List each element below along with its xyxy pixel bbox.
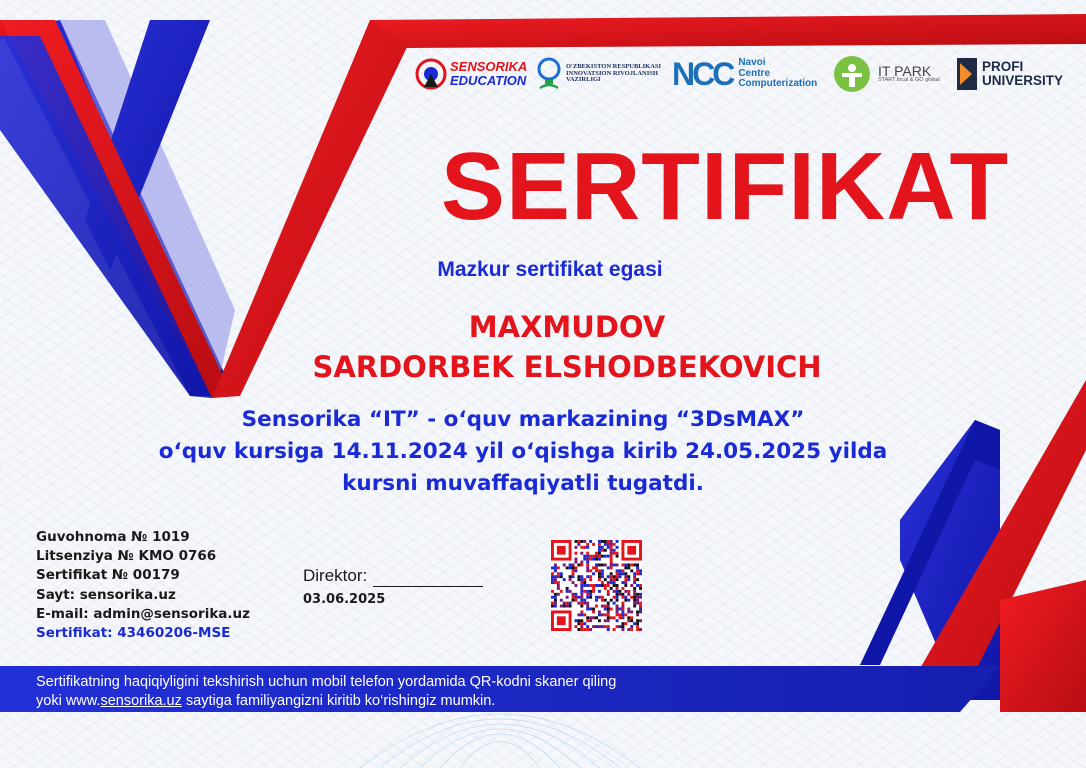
body-line: kursni muvaffaqiyatli tugatdi. (342, 471, 704, 496)
certificate-id: Sertifikat: 43460206-MSE (36, 625, 231, 642)
ncc-mark: NCC (672, 55, 733, 92)
qr-code[interactable] (551, 540, 642, 631)
director-signature (303, 566, 483, 587)
holder-given-name: SARDORBEK ELSHODBEKOVICH (312, 350, 822, 384)
guvohnoma-number: Guvohnoma № 1019 (36, 529, 190, 545)
footer-line-2 (36, 692, 756, 711)
profi-logo: PROFI UNIVERSITY (956, 52, 1063, 96)
director-label: Direktor: (303, 566, 368, 585)
certificate-subtitle: Mazkur sertifikat egasi (437, 258, 663, 281)
body-line: o‘quv kursiga 14.11.2024 yil o‘qishga kirib 24.05.2025 yilda (158, 439, 888, 464)
certificate-number: Sertifikat № 00179 (36, 567, 180, 584)
footer-note (36, 673, 756, 711)
certificate-body (128, 404, 918, 500)
license-number: Litsenziya № KMO 0766 (36, 548, 217, 565)
certificate-info (36, 528, 250, 643)
itpark-logo: IT PARK START local & GO global (832, 52, 940, 96)
navoi-logo: NCC Navoi Centre Computerization (672, 55, 818, 92)
partner-logos (414, 52, 1086, 96)
top-red-band (372, 14, 1086, 48)
ministry-logo: O'ZBEKISTON RESPUBLIKASI INNOVATSION RIVOJLANISH VAZIRLIGI (536, 52, 661, 96)
footer-line-1: Sertifikatning haqiqiyligini tekshirish uchun mobil telefon yordamida QR-kodni skaner qiling (36, 674, 617, 690)
footer-suffix: saytiga familiyangizni kiritib ko‘rishingiz mumkin. (181, 693, 496, 709)
issue-date: 03.06.2025 (303, 592, 386, 607)
website-link[interactable]: sensorika.uz (100, 693, 182, 709)
body-line: Sensorika “IT” - o‘quv markazining “3DsMAX” (241, 407, 805, 432)
sensorika-logo: SENSORIKA EDUCATION (414, 52, 527, 96)
holder-surname: MAXMUDOV (468, 310, 666, 344)
email: E-mail: admin@sensorika.uz (36, 605, 251, 622)
certificate-title: SERTIFIKAT (440, 133, 1010, 240)
signature-line (373, 566, 483, 587)
footer-prefix: yoki www. (36, 693, 101, 709)
lightbulb-icon (536, 56, 562, 92)
sensorika-emblem-icon (414, 57, 448, 91)
profi-emblem-icon (956, 57, 978, 91)
website: Sayt: sensorika.uz (36, 586, 176, 603)
itpark-emblem-icon (832, 54, 872, 94)
